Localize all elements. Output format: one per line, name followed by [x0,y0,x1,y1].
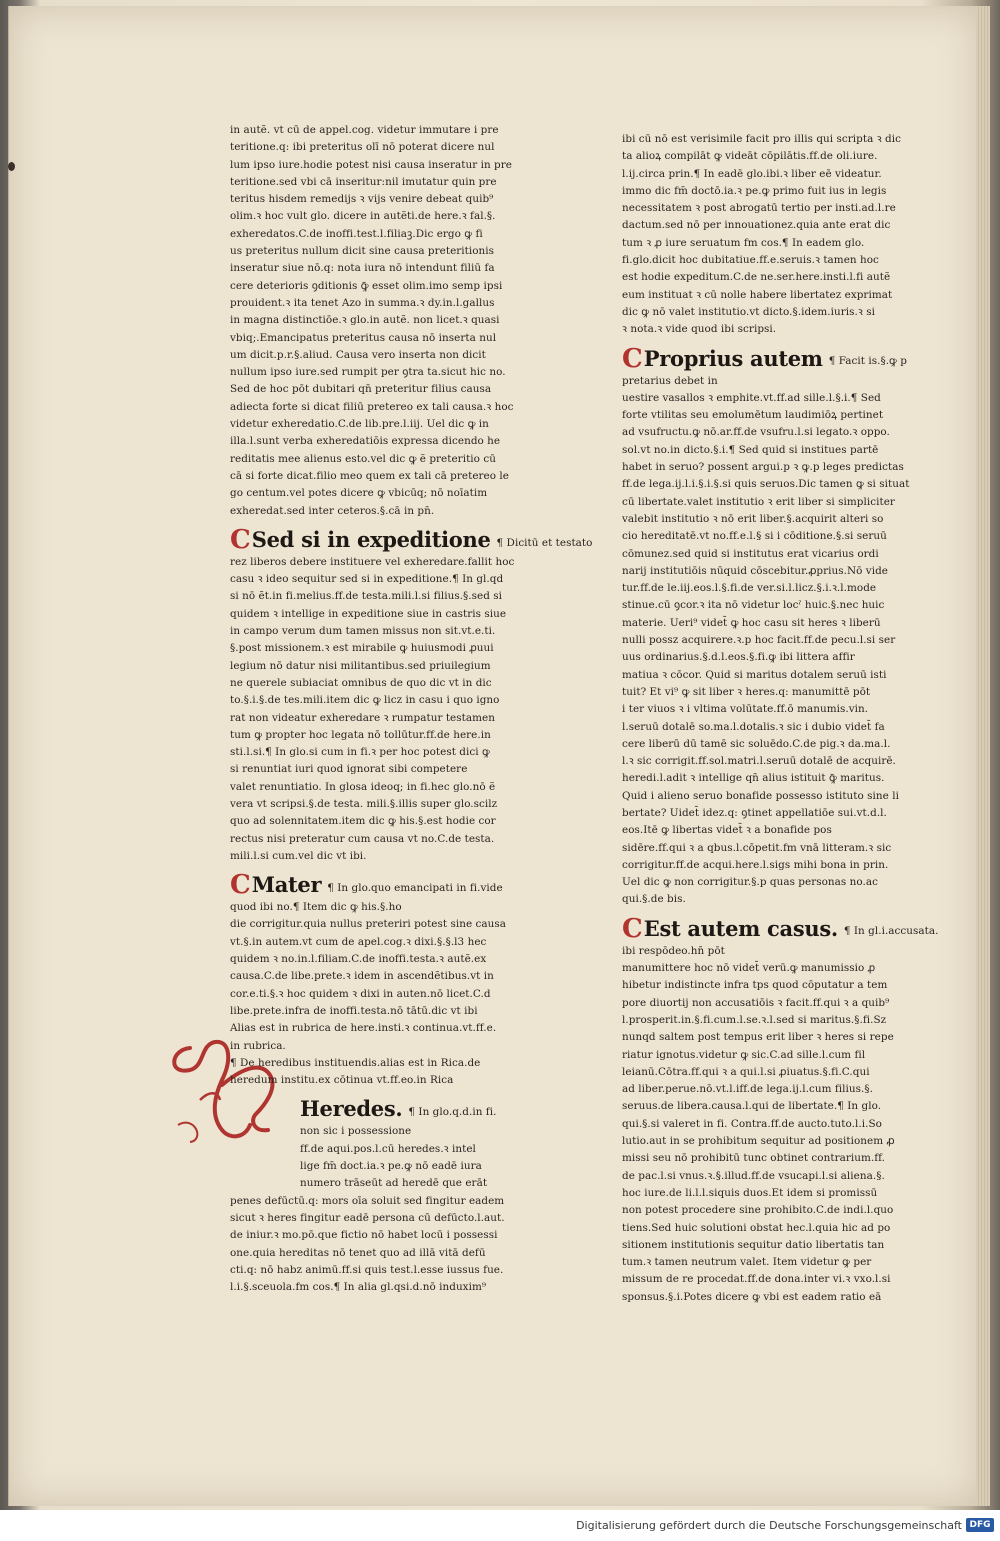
text-line: rez liberos debere instituere vel exheredare.fallit hoc [230,555,515,568]
text-line: adiecta forte si dicat filiū pretereo ex tali causa.ꝛ hoc [230,400,514,413]
text-line: legium nō datur nisi militantibus.sed priuilegium [230,659,491,672]
text-line: die corrigitur.quia nullus preteriri potest sine causa [230,918,507,931]
heading-continuation: ¶ In glo.q.d.in fi. [408,1106,497,1119]
text-line: lige fm̄ doct.ia.ꝛ pe.ꝙ nō eadē iura [300,1160,482,1173]
text-line: sidēre.ff.qui ꝛ a qbus.l.cōpetit.fm vnā litteram.ꝛ sic [622,841,892,854]
text-line: lum ipso iure.hodie potest nisi causa inseratur in pre [230,158,512,171]
text-line: uus ordinarius.§.d.l.eos.§.fi.ꝙ ibi littera affir [622,651,855,664]
text-line: pretarius debet in [622,374,718,387]
section-heading-line [230,1089,560,1123]
text-line: l.ij.circa prin.¶ In eadē glo.ibi.ꝛ liber eē videatur. [622,167,882,180]
text-line: missi seu nō prohibitū tunc obtinet contrarium.ff. [622,1152,886,1165]
text-line: cā si forte dicat.filio meo quem ex tali cā pretereo le [230,469,509,482]
text-line: manumittere hoc nō videt̄ verū.ꝙ manumissio ꝓ [622,962,876,975]
text-line: ta alioꝝ compilāt ꝙ videāt cōpilātis.ff.de oli.iure. [622,150,878,163]
left-text-block-2 [230,554,560,865]
text-line: l.ꝛ sic corrigit.ff.sol.matri.l.seruū dotalē de acquirē. [622,755,896,768]
right-text-block-3 [622,943,952,1306]
left-text-block-1 [230,122,560,520]
text-line: hibetur indistincte infra tps quod cōputatur a tem [622,979,888,992]
text-line: Uel dic ꝙ non corrigitur.§.p quas personas no.ac [622,876,878,889]
text-line: in autẽ. vt cū de appel.cog. videtur immutare i pre [230,124,499,136]
text-line: sti.l.si.¶ In glo.si cum in fi.ꝛ per hoc potest dici ꝙ [230,746,490,759]
text-line: ff.de aqui.pos.l.cū heredes.ꝛ intel [300,1142,476,1155]
text-line: tuit? Et vi⁹ ꝙ sit liber ꝛ heres.q: manumittē pōt [622,685,871,698]
section-heading-est-autem: Est autem casus. [643,915,838,941]
text-line: ad vsufructu.ꝙ nō.ar.ff.de vsufru.l.si legato.ꝛ oppo. [622,426,890,439]
text-line: quod ibi no.¶ Item dic ꝙ his.§.ho [230,901,402,914]
text-line: cū libertate.valet institutio ꝛ erit liber si simpliciter [622,495,895,508]
right-text-block-1 [622,131,952,339]
text-line: libe.prete.infra de inoffi.testa.nō tātū.dic vt ibi [230,1004,478,1017]
text-line: teritione.q: ibi preteritus olī nō poterat dicere nul [230,141,495,154]
text-line: nunqd saltem post tempus erit liber ꝛ heres si repe [622,1031,894,1044]
paragraph-mark-icon: C [622,913,643,944]
text-line: de iniur.ꝛ mo.pō.que fictio nō habet locū i possessi [230,1229,498,1242]
text-line: non potest procedere sine prohibito.C.de indi.l.quo [622,1204,894,1217]
text-line: leianū.Cōtra.ff.qui ꝛ a qui.l.si ꝓiuatus.§.fi.C.qui [622,1065,870,1078]
text-line: in rubrica. [230,1039,286,1052]
text-line: narij institutiōis nūquid cōscebitur.ꝓprius.Nō vide [622,564,888,577]
section-heading-proprius: Proprius autem [643,345,823,371]
paragraph-mark-icon: C [230,524,251,555]
text-line: numero trāseūt ad heredē que erāt [300,1177,488,1190]
text-line: missum de re procedat.ff.de dona.inter vi.ꝛ vxo.l.si [622,1273,891,1286]
heading-continuation: ¶ Facit is.§.ꝙ p [828,355,907,368]
text-line: dactum.sed nō per innouationez.quia ante erat dic [622,219,891,232]
text-line: est hodie expeditum.C.de ne.ser.here.insti.l.fi autẽ [622,271,891,284]
dfg-logo: DFG [966,1518,994,1532]
text-line: us preteritus nullum dicit sine causa preteritionis [230,245,495,258]
text-line: necessitatem ꝛ post abrogatū tertio per insti.ad.l.re [622,202,896,215]
left-text-block-3 [230,899,560,1089]
text-line: cti.q: nō habz animū.ff.si quis test.l.esse iussus fue. [230,1263,504,1276]
text-line: olim.ꝛ hoc vult glo. dicere in autẽti.de here.ꝛ fal.§. [230,210,496,223]
text-line: cōmunez.sed quid si institutus erat vicarius ordi [622,547,879,560]
heading-continuation: ¶ In glo.quo emancipati in fi.vide [327,881,503,894]
left-text-block-4 [230,1123,560,1296]
text-line: ¶ De heredibus instituendis.alias est in Rica.de [230,1056,481,1069]
text-line: bertate? Uidet̄ idez.q: ꝯtinet appellatiōe sui.vt.d.l. [622,806,887,819]
text-line: Alias est in rubrica de here.insti.ꝛ continua.vt.ff.e. [230,1022,497,1035]
text-line: sol.vt no.in dicto.§.i.¶ Sed quid si institues partē [622,443,879,456]
text-line: sponsus.§.i.Potes dicere ꝙ vbi est eadem ratio eā [622,1290,882,1303]
text-line: tum.ꝛ tamen neutrum valet. Item videtur ꝙ per [622,1256,872,1269]
text-line: hoc iure.de li.l.l.siquis duos.Et idem si promissū [622,1186,878,1199]
text-line: §.post missionem.ꝛ est mirabile ꝙ huiusmodi ꝓuui [230,642,494,655]
text-line: prouident.ꝛ ita tenet Azo in summa.ꝛ dy.in.l.gallus [230,296,495,309]
text-line: videtur exheredatio.C.de lib.pre.l.iij. Uel dic ꝙ in [230,418,489,431]
text-line: one.quia hereditas nō tenet quo ad illā vitā defū [230,1246,486,1259]
text-line: exheredatos.C.de inoffi.test.l.filiaꝫ.Dic ergo ꝙ fi [230,227,483,240]
text-line: penes defūctū.q: mors oīa soluit sed fingitur eadem [230,1194,505,1207]
section-heading-line [230,865,560,899]
text-line: ibi respōdeo.hn̄ pōt [622,944,725,957]
text-line: riatur ignotus.videtur ꝙ sic.C.ad sille.l.cum fil [622,1048,866,1061]
text-line: cere deterioris ꝯditionis ꝙ̄ esset olim.imo semp ipsi [230,279,503,292]
text-line: i ter viuos ꝛ i vltima volūtate.ff.ō manumis.vin. [622,703,869,716]
text-line: de pac.l.si vnus.ꝛ.§.illud.ff.de vsucapi.l.si aliena.§. [622,1169,885,1182]
text-line: quidem ꝛ no.in.l.filiam.C.de inoffi.testa.ꝛ autẽ.ex [230,953,487,966]
text-line: ꝛ nota.ꝛ vide quod ibi scripsi. [622,323,777,336]
text-line: valebit institutio ꝛ nō erit liber.§.acquirit alteri so [622,512,884,525]
text-line: fi.glo.dicit hoc dubitatiue.ff.e.seruis.ꝛ tamen hoc [622,254,879,267]
text-line: heredum institu.ex cōtinua vt.ff.eo.in Rica [230,1074,454,1087]
text-line: tur.ff.de le.iij.eos.l.§.fi.de ver.si.l.licz.§.i.ꝛ.l.mode [622,582,877,595]
text-line: materie. Ueri⁹ videt̄ ꝙ hoc casu sit heres ꝛ liberū [622,616,881,629]
text-line: pore diuortij non accusatiōis ꝛ facit.ff.qui ꝛ a quib⁹ [622,996,890,1009]
right-column [622,131,952,1306]
text-line: l.i.§.sceuola.fm cos.¶ In alia gl.qsi.d.nō induxim⁹ [230,1281,487,1294]
text-line: eos.Itē ꝙ libertas videt̄ ꝛ a bonafide pos [622,824,832,837]
binding-hole [8,162,15,171]
text-line: qui.§.de bis. [622,893,686,906]
text-line: exheredat.sed inter ceteros.§.cā in pn̄. [230,504,435,517]
heading-continuation: ¶ Dicitū et testato [496,536,593,549]
text-line: eum instituat ꝛ cū nolle habere libertatez exprimat [622,288,893,301]
text-line: um dicit.p.r.§.aliud. Causa vero inserta non dicit [230,348,486,361]
text-line: go centum.vel potes dicere ꝙ vbicūq; nō noīatim [230,487,488,500]
text-line: ff.de lega.ij.l.i.§.i.§.si quis seruos.Dic tamen ꝙ si situat [622,478,910,491]
text-line: lutio.aut in se prohibitum sequitur ad positionem ꝓ [622,1135,895,1148]
text-line: seruus.de libera.causa.l.qui de libertate.¶ In glo. [622,1100,882,1113]
paragraph-mark-icon: C [622,343,643,374]
text-line: l.prosperit.in.§.fi.cum.l.se.ꝛ.l.sed si maritus.§.fi.Sz [622,1013,887,1026]
text-line: matiua ꝛ cōcor. Quid si maritus dotalem seruū isti [622,668,887,681]
text-line: quo ad solennitatem.item dic ꝙ his.§.est hodie cor [230,815,496,828]
text-line: Sed de hoc pōt dubitari qn̄ preteritur filius causa [230,383,492,396]
text-line: valet renuntiatio. In glosa ideoq; in fi.hec glo.nō ẽ [230,780,496,793]
section-heading-sed-si: Sed si in expeditione [251,526,491,552]
section-heading-heredes: Heredes. [300,1096,403,1122]
text-line: inseratur siue nō.q: nota iura nō intendunt filiū fa [230,262,495,275]
text-line: casu ꝛ ideo sequitur sed si in expeditione.¶ In gl.qd [230,573,504,586]
text-line: vt.§.in autem.vt cum de apel.cog.ꝛ dixi.§.§.l3 hec [230,935,487,948]
text-line: in magna distinctiōe.ꝛ glo.in autẽ. non licet.ꝛ quasi [230,314,500,327]
text-line: mili.l.si cum.vel dic vt ibi. [230,849,367,862]
text-line: corrigitur.ff.de acqui.here.l.sigs mihi bona in prin. [622,858,889,871]
section-heading-line [622,909,952,943]
text-line: tum ꝙ propter hoc legata nō tollūtur.ff.de here.in [230,728,491,741]
text-line: tum ꝛ ꝓ iure seruatum fm cos.¶ In eadem glo. [622,236,865,249]
text-line: si nō ẽt.in fi.melius.ff.de testa.mili.l.si filius.§.sed si [230,590,503,603]
text-line: heredi.l.adit ꝛ intellige qn̄ alius istituit ꝙ̄ maritus. [622,772,885,785]
text-line: l.seruū dotalē so.ma.l.dotalis.ꝛ sic i dubio videt̄ fa [622,720,885,733]
text-line: habet in seruo? possent argui.p ꝛ ꝙ.p leges predictas [622,461,904,474]
text-line: to.§.i.§.de tes.mili.item dic ꝙ licz in casu i quo igno [230,694,500,707]
text-line: illa.l.sunt verba exheredatiōis expressa dicendo he [230,435,501,448]
text-line: causa.C.de libe.prete.ꝛ idem in ascendẽtibus.vt in [230,970,494,983]
text-line: quidem ꝛ intellige in expeditione siue in castris siue [230,607,507,620]
text-line: uestire vasallos ꝛ emphite.vt.ff.ad sille.l.§.i.¶ Sed [622,391,881,404]
text-line: rat non videatur exheredare ꝛ rumpatur testamen [230,711,495,724]
text-line: non sic i possessione [300,1125,412,1138]
text-line: qui.§.si valeret in fi. Contra.ff.de aucto.tuto.l.i.So [622,1117,882,1130]
text-line: in campo verum dum tamen missus non sit.vt.e.ti. [230,625,496,638]
footer-credit: Digitalisierung gefördert durch die Deutsche Forschungsgemeinschaft [576,1519,962,1532]
text-line: stinue.cū ꝯcor.ꝛ ita nō videtur locˀ huic.§.nec huic [622,599,885,612]
text-line: sitionem institutionis sequitur datio libertatis tan [622,1238,885,1251]
page-edge [976,6,990,1506]
text-line: nullum ipso iure.sed rumpit per ꝯtra ta.sicut hic no. [230,366,506,379]
text-line: cio hereditatē.vt no.ff.e.l.§ si i cōditione.§.si seruū [622,530,887,543]
section-heading-line [230,520,593,555]
text-line: vera vt scripsi.§.de testa. mili.§.illis super glo.scilz [230,797,498,810]
text-line: si renuntiat iuri quod ignorat sibi competere [230,763,468,776]
text-line: forte vtilitas seu emolumētum laudimiōꝝ pertinet [622,409,884,422]
paragraph-mark-icon: C [230,870,251,901]
left-column [230,122,593,1296]
text-line: reditatis mee alienus esto.vel dic ꝙ ẽ preteritio cū [230,452,496,465]
section-heading-mater: Mater [251,872,322,898]
text-line: immo dic fm̄ doctō.ia.ꝛ pe.ꝙ primo fuit ius in legis [622,184,887,197]
heading-continuation: ¶ In gl.i.accusata. [843,925,939,938]
text-line: sicut ꝛ heres fingitur eadē persona cū defūcto.l.aut. [230,1211,505,1224]
text-line: ne querele subiaciat omnibus de quo dic vt in dic [230,676,492,689]
text-line: vbiq;.Emancipatus preteritus causa nō inserta nul [230,331,497,344]
text-line: cere liberū dū tamē sic soluēdo.C.de pig.ꝛ da.ma.l. [622,737,891,750]
text-line: tiens.Sed huic solutioni obstat hec.l.quia hic ad po [622,1221,891,1234]
text-line: ad liber.perue.nō.vt.l.iff.de lega.ij.l.cum filius.§. [622,1083,873,1096]
text-line: teritus hisdem remedijs ꝛ vijs venire debeat quib⁹ [230,193,494,206]
text-line: ibi cū nō est verisimile facit pro illis qui scripta ꝛ dic [622,133,901,145]
text-line: dic ꝙ nō valet institutio.vt dicto.§.idem.iuris.ꝛ si [622,305,875,318]
text-line: teritione.sed vbi cā inseritur:nil imutatur quin pre [230,175,497,188]
section-heading-line [622,339,952,373]
text-line: cor.e.ti.§.ꝛ hoc quidem ꝛ dixi in auten.nō licet.C.d [230,987,491,1000]
footer-bar [0,1510,1000,1541]
text-line: Quid i alieno seruo bonafide possesso istituto sine li [622,789,899,802]
text-line: nulli possz acquirere.ꝛ.p hoc facit.ff.de pecu.l.si ser [622,634,896,647]
right-text-block-2 [622,373,952,909]
text-line: rectus nisi preteratur cum causa vt no.C.de testa. [230,832,495,845]
